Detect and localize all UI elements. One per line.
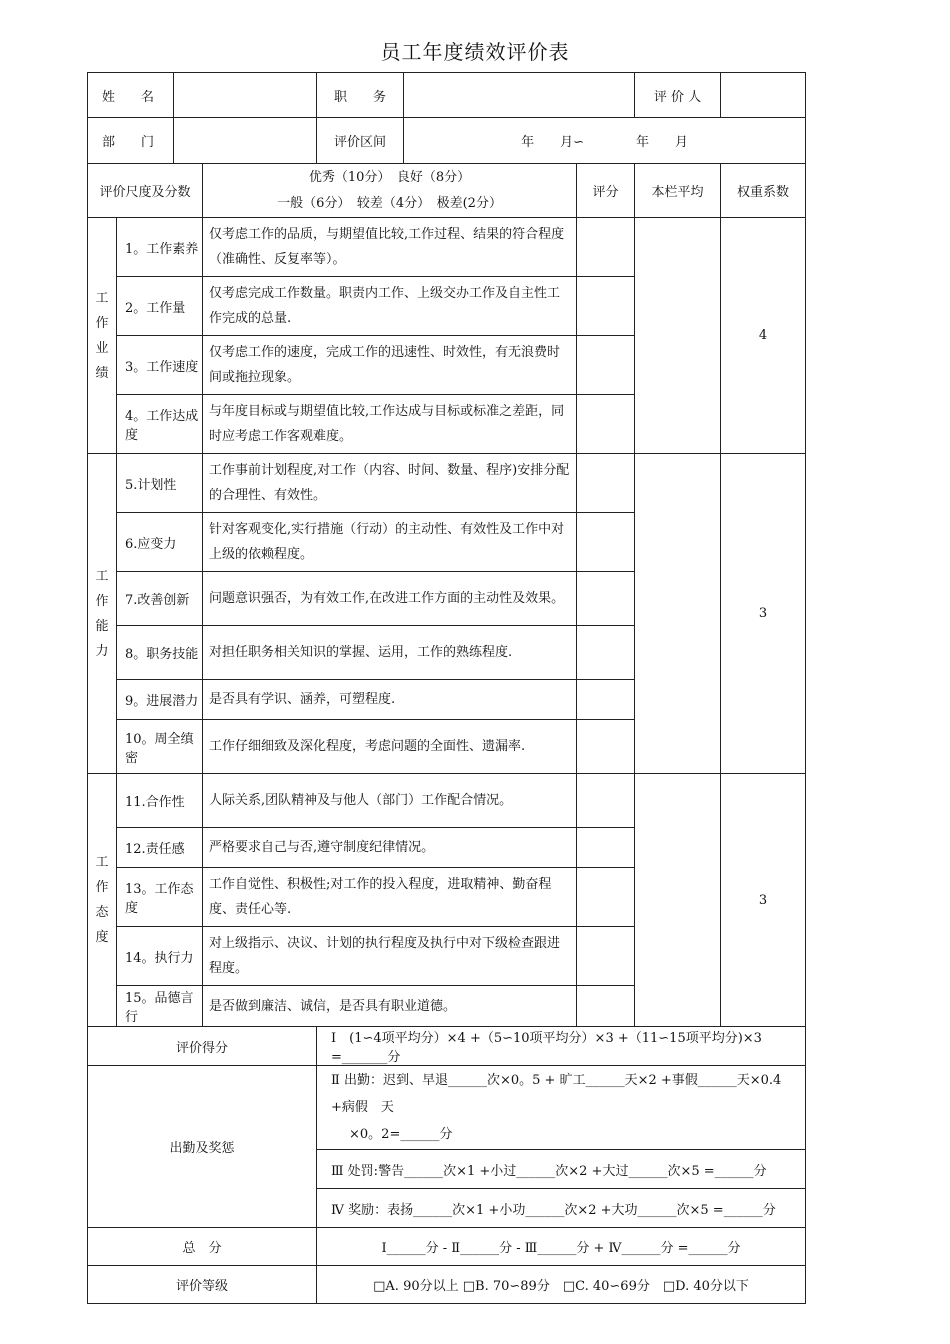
score-cell[interactable]	[577, 395, 635, 454]
item-description: 是否做到廉洁、诚信，是否具有职业道德。	[203, 986, 577, 1027]
score-header: 评分	[577, 164, 635, 218]
section-name: 工 作 态 度	[88, 774, 117, 1027]
score-cell[interactable]	[577, 868, 635, 927]
score-cell[interactable]	[577, 680, 635, 720]
period-label: 评价区间	[317, 118, 404, 164]
item-description: 仅考虑完成工作数量。职责内工作、上级交办工作及自主性工作完成的总量.	[203, 277, 577, 336]
score-cell[interactable]	[577, 454, 635, 513]
eval-score-formula[interactable]: Ⅰ (1∽4项平均分）×4 +（5∽10项平均分）×3 +（11∽15项平均分)×3 =_______分	[317, 1027, 806, 1066]
penalty-formula[interactable]: Ⅲ 处罚:警告______次×1 +小过______次×2 +大过______次×5 =______分	[317, 1150, 806, 1189]
score-cell[interactable]	[577, 336, 635, 395]
score-cell[interactable]	[577, 277, 635, 336]
item-label: 11.合作性	[117, 774, 203, 828]
item-label: 1。工作素养	[117, 218, 203, 277]
section-name: 工 作 业 绩	[88, 218, 117, 454]
score-cell[interactable]	[577, 828, 635, 868]
item-label: 8。职务技能	[117, 626, 203, 680]
score-cell[interactable]	[577, 720, 635, 774]
total-formula[interactable]: Ⅰ______分 - Ⅱ______分 - Ⅲ______分 + Ⅳ______分 =______分	[317, 1228, 806, 1266]
dept-field[interactable]	[174, 118, 317, 164]
item-description: 针对客观变化,实行措施（行动）的主动性、有效性及工作中对上级的依赖程度。	[203, 513, 577, 572]
weight-cell: 4	[721, 218, 806, 454]
table-row	[88, 218, 806, 277]
grade-row	[88, 1266, 806, 1304]
item-description: 仅考虑工作的品质，与期望值比较,工作过程、结果的符合程度（准确性、反复率等）。	[203, 218, 577, 277]
reward-formula[interactable]: Ⅳ 奖励：表扬______次×1 +小功______次×2 +大功______次×5 =______分	[317, 1189, 806, 1228]
position-field[interactable]	[404, 73, 635, 118]
item-description: 仅考虑工作的速度，完成工作的迅速性、时效性，有无浪费时间或拖拉现象。	[203, 336, 577, 395]
score-cell[interactable]	[577, 927, 635, 986]
grade-label: 评价等级	[88, 1266, 317, 1304]
item-label: 15。品德言行	[117, 986, 203, 1027]
evaluator-field[interactable]	[721, 73, 806, 118]
position-label: 职 务	[317, 73, 404, 118]
name-label: 姓 名	[88, 73, 174, 118]
column-header-row	[88, 164, 806, 218]
item-description: 是否具有学识、涵养，可塑程度.	[203, 680, 577, 720]
item-label: 5.计划性	[117, 454, 203, 513]
eval-score-label: 评价得分	[88, 1027, 317, 1066]
score-cell[interactable]	[577, 774, 635, 828]
period-field[interactable]: 年 月∽ 年 月	[404, 118, 806, 164]
avg-cell[interactable]	[635, 218, 721, 454]
header-row-1	[88, 73, 806, 118]
score-cell[interactable]	[577, 513, 635, 572]
name-field[interactable]	[174, 73, 317, 118]
item-label: 12.责任感	[117, 828, 203, 868]
scale-label: 评价尺度及分数	[88, 164, 203, 218]
score-cell[interactable]	[577, 626, 635, 680]
item-description: 对上级指示、决议、计划的执行程度及执行中对下级检查跟进程度。	[203, 927, 577, 986]
total-row	[88, 1228, 806, 1266]
attendance-line-1: Ⅱ 出勤：迟到、早退______次×0。5 + 旷工______天×2 +事假______天×0.4 +病假 天	[331, 1073, 782, 1115]
dept-label: 部 门	[88, 118, 174, 164]
avg-header: 本栏平均	[635, 164, 721, 218]
score-cell[interactable]	[577, 218, 635, 277]
weight-header: 权重系数	[721, 164, 806, 218]
section-name: 工 作 能 力	[88, 454, 117, 774]
attendance-row	[88, 1066, 806, 1150]
attendance-label: 出勤及奖惩	[88, 1066, 317, 1228]
evaluator-label: 评 价 人	[635, 73, 721, 118]
item-label: 7.改善创新	[117, 572, 203, 626]
table-row	[88, 774, 806, 828]
item-description: 工作自觉性、积极性;对工作的投入程度，进取精神、勤奋程度、责任心等.	[203, 868, 577, 927]
attendance-line-2: ×0。2=______分	[349, 1127, 453, 1142]
score-cell[interactable]	[577, 986, 635, 1027]
weight-cell: 3	[721, 774, 806, 1027]
item-description: 工作仔细细致及深化程度，考虑问题的全面性、遗漏率.	[203, 720, 577, 774]
total-label: 总 分	[88, 1228, 317, 1266]
scale-description	[203, 164, 577, 218]
attendance-formula[interactable]	[317, 1066, 806, 1150]
item-description: 工作事前计划程度,对工作（内容、时间、数量、程序)安排分配的合理性、有效性。	[203, 454, 577, 513]
weight-cell: 3	[721, 454, 806, 774]
scale-line-2: 一般（6分） 较差（4分） 极差(2分）	[277, 195, 502, 211]
item-label: 9。进展潜力	[117, 680, 203, 720]
grade-options[interactable]: □A. 90分以上 □B. 70∽89分 □C. 40∽69分 □D. 40分以下	[317, 1266, 806, 1304]
item-label: 6.应变力	[117, 513, 203, 572]
item-description: 人际关系,团队精神及与他人（部门）工作配合情况。	[203, 774, 577, 828]
table-row	[88, 454, 806, 513]
item-description: 与年度目标或与期望值比较,工作达成与目标或标准之差距，同时应考虑工作客观难度。	[203, 395, 577, 454]
page-title: 员工年度绩效评价表	[380, 40, 570, 64]
item-label: 3。工作速度	[117, 336, 203, 395]
item-description: 对担任职务相关知识的掌握、运用，工作的熟练程度.	[203, 626, 577, 680]
avg-cell[interactable]	[635, 454, 721, 774]
item-label: 2。工作量	[117, 277, 203, 336]
header-row-2	[88, 118, 806, 164]
evaluation-form	[87, 72, 806, 1304]
item-label: 13。工作态度	[117, 868, 203, 927]
item-description: 严格要求自己与否,遵守制度纪律情况。	[203, 828, 577, 868]
item-label: 4。工作达成度	[117, 395, 203, 454]
item-label: 10。周全缜密	[117, 720, 203, 774]
score-cell[interactable]	[577, 572, 635, 626]
eval-score-row	[88, 1027, 806, 1066]
scale-line-1: 优秀（10分） 良好（8分）	[308, 169, 471, 185]
avg-cell[interactable]	[635, 774, 721, 1027]
item-label: 14。执行力	[117, 927, 203, 986]
item-description: 问题意识强否，为有效工作,在改进工作方面的主动性及效果。	[203, 572, 577, 626]
